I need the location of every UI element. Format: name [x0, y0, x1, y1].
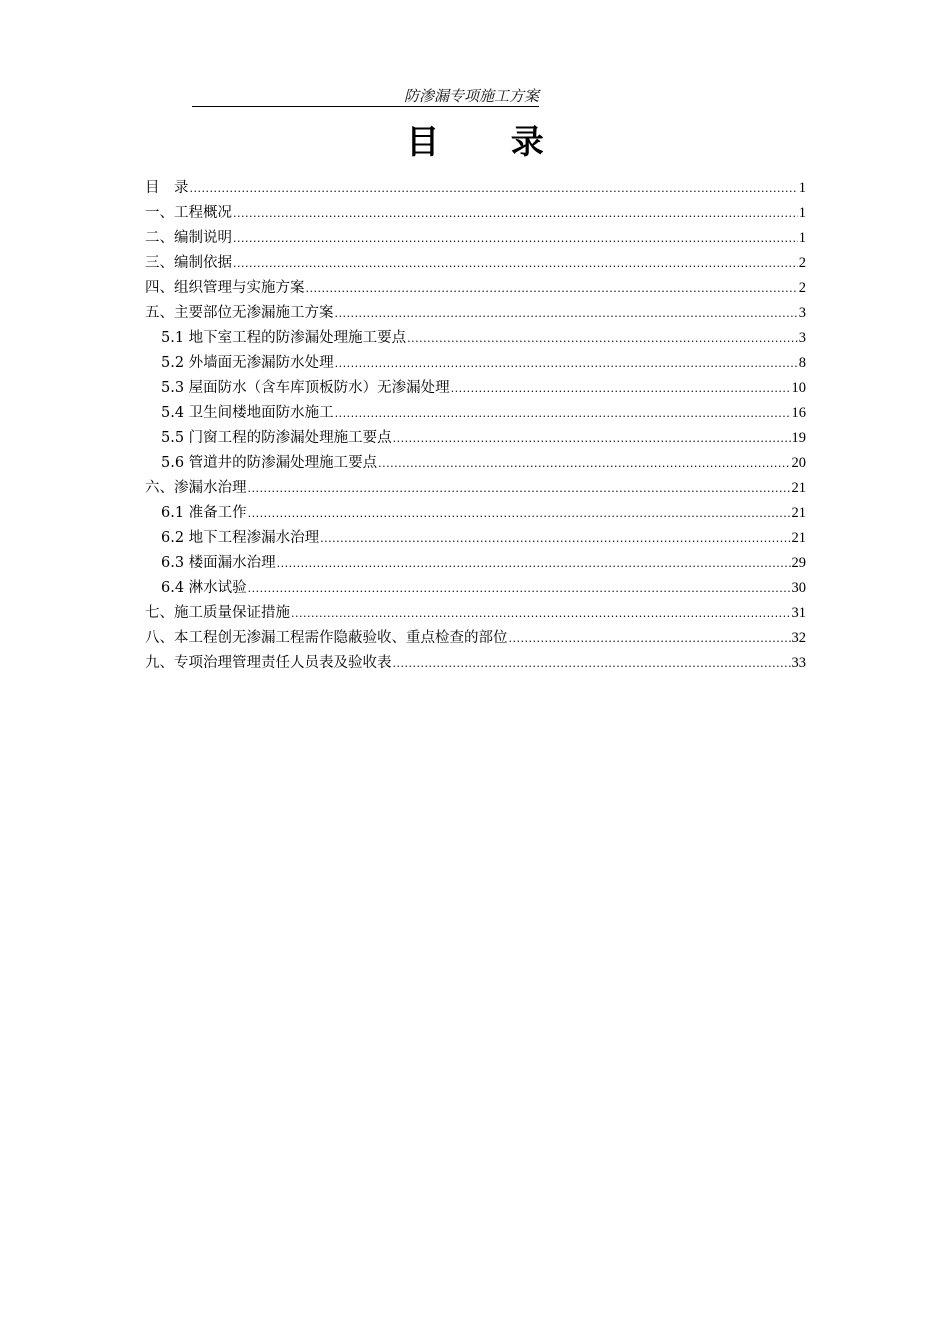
toc-entry-label: 二、编制说明 [145, 230, 232, 246]
toc-entry[interactable] [145, 601, 806, 626]
toc-entry-page-number: 2 [798, 255, 806, 271]
toc-entry[interactable] [145, 576, 806, 601]
toc-entry-page-number: 19 [791, 430, 806, 446]
toc-dot-leader [233, 201, 798, 226]
toc-entry-page-number: 21 [791, 505, 806, 521]
toc-entry-label: 五、主要部位无渗漏施工方案 [145, 305, 334, 321]
toc-entry-page-number: 29 [791, 555, 806, 571]
toc-entry-label: 目 录 [145, 180, 189, 196]
toc-entry-label: 七、施工质量保证措施 [145, 605, 290, 621]
toc-entry-page-number: 30 [791, 580, 806, 596]
toc-entry-label: 5.5 门窗工程的防渗漏处理施工要点 [161, 430, 392, 446]
toc-entry[interactable] [145, 526, 806, 551]
toc-dot-leader [233, 226, 798, 251]
toc-entry-page-number: 3 [798, 305, 806, 321]
toc-entry-label: 6.2 地下工程渗漏水治理 [161, 530, 320, 546]
toc-entry-label: 八、本工程创无渗漏工程需作隐蔽验收、重点检查的部位 [145, 630, 508, 646]
toc-entry[interactable] [145, 276, 806, 301]
toc-entry-page-number: 1 [798, 205, 806, 221]
toc-entry[interactable] [145, 351, 806, 376]
toc-entry-page-number: 20 [791, 455, 806, 471]
toc-dot-leader [335, 301, 798, 326]
toc-entry[interactable] [145, 476, 806, 501]
toc-dot-leader [277, 551, 791, 576]
toc-entry-label: 5.2 外墙面无渗漏防水处理 [161, 355, 334, 371]
toc-entry-label: 6.3 楼面漏水治理 [161, 555, 276, 571]
table-of-contents [145, 176, 806, 676]
toc-entry[interactable] [145, 426, 806, 451]
toc-dot-leader [451, 376, 791, 401]
toc-dot-leader [190, 176, 798, 201]
toc-entry-label: 5.6 管道井的防渗漏处理施工要点 [161, 455, 378, 471]
page-title: 目 录 [406, 122, 574, 161]
toc-dot-leader [335, 401, 791, 426]
toc-dot-leader [509, 626, 791, 651]
toc-dot-leader [248, 501, 791, 526]
toc-entry-label: 5.4 卫生间楼地面防水施工 [161, 405, 334, 421]
running-header: 防渗漏专项施工方案 [192, 86, 539, 107]
toc-dot-leader [248, 476, 791, 501]
toc-entry[interactable] [145, 201, 806, 226]
toc-entry[interactable] [145, 176, 806, 201]
toc-entry-page-number: 21 [791, 480, 806, 496]
toc-entry-page-number: 1 [798, 180, 806, 196]
toc-entry[interactable] [145, 551, 806, 576]
toc-dot-leader [393, 651, 791, 676]
toc-entry-page-number: 32 [791, 630, 806, 646]
toc-dot-leader [378, 451, 790, 476]
toc-dot-leader [248, 576, 791, 601]
toc-entry-label: 三、编制依据 [145, 255, 232, 271]
toc-entry-page-number: 21 [791, 530, 806, 546]
toc-entry[interactable] [145, 326, 806, 351]
toc-dot-leader [320, 526, 790, 551]
toc-dot-leader [291, 601, 791, 626]
toc-entry[interactable] [145, 501, 806, 526]
toc-entry-page-number: 33 [791, 655, 806, 671]
toc-entry[interactable] [145, 626, 806, 651]
toc-entry-page-number: 8 [798, 355, 806, 371]
toc-entry-page-number: 2 [798, 280, 806, 296]
toc-entry[interactable] [145, 376, 806, 401]
toc-dot-leader [306, 276, 798, 301]
toc-entry-label: 6.1 准备工作 [161, 505, 247, 521]
toc-entry[interactable] [145, 651, 806, 676]
toc-entry-label: 四、组织管理与实施方案 [145, 280, 305, 296]
toc-entry-label: 六、渗漏水治理 [145, 480, 247, 496]
toc-entry[interactable] [145, 251, 806, 276]
toc-entry[interactable] [145, 451, 806, 476]
toc-entry-page-number: 31 [791, 605, 806, 621]
toc-entry-label: 九、专项治理管理责任人员表及验收表 [145, 655, 392, 671]
toc-entry-label: 5.3 屋面防水（含车库顶板防水）无渗漏处理 [161, 380, 450, 396]
toc-entry[interactable] [145, 301, 806, 326]
toc-entry-page-number: 1 [798, 230, 806, 246]
toc-entry-label: 5.1 地下室工程的防渗漏处理施工要点 [161, 330, 407, 346]
toc-entry-page-number: 10 [791, 380, 806, 396]
toc-entry-label: 6.4 淋水试验 [161, 580, 247, 596]
toc-entry-page-number: 3 [798, 330, 806, 346]
toc-dot-leader [233, 251, 798, 276]
toc-entry[interactable] [145, 401, 806, 426]
toc-entry[interactable] [145, 226, 806, 251]
toc-dot-leader [407, 326, 798, 351]
toc-dot-leader [393, 426, 791, 451]
toc-dot-leader [335, 351, 798, 376]
toc-entry-label: 一、工程概况 [145, 205, 232, 221]
toc-entry-page-number: 16 [791, 405, 806, 421]
